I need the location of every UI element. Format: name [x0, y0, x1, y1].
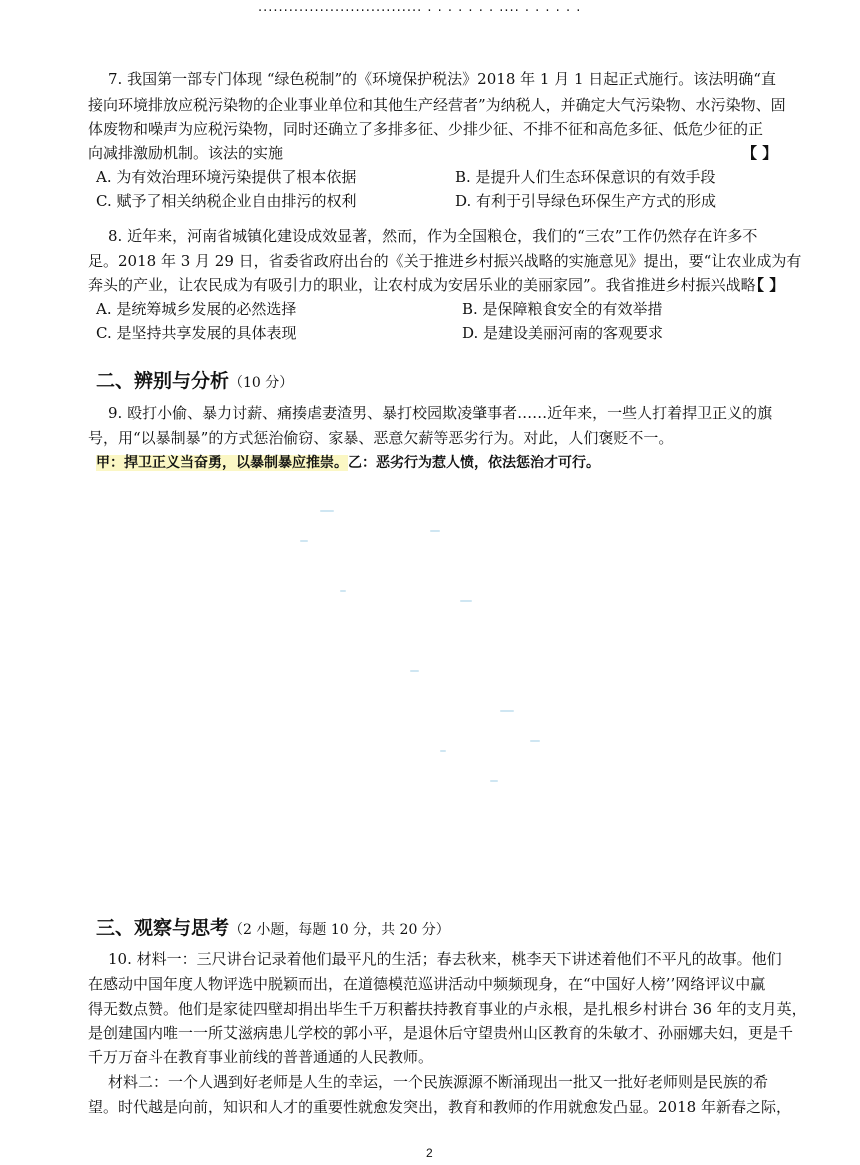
q10-material-1-line-3: 得无数点赞。他们是家徒四壁却捐出毕生千万积蓄扶持教育事业的卢永根，是扎根乡村讲台 36 年的支月英， [88, 1000, 807, 1018]
q7-option-c: C. 赋予了相关纳税企业自由排污的权利 [96, 192, 357, 210]
q7-option-d: D. 有利于引导绿色环保生产方式的形成 [455, 192, 717, 210]
q8-option-a: A. 是统筹城乡发展的必然选择 [96, 300, 297, 318]
q8-option-c: C. 是坚持共享发展的具体表现 [96, 324, 297, 342]
q8-option-b: B. 是保障粮食安全的有效举措 [462, 300, 663, 318]
answer-area [280, 480, 600, 810]
section-3-note: （2 小题，每题 10 分，共 20 分） [229, 922, 450, 938]
speck [300, 540, 308, 542]
header-dots: ................................ . . . . . . . .... . . . . . . [258, 0, 582, 15]
q7-option-a: A. 为有效治理环境污染提供了根本依据 [96, 168, 357, 186]
q7-line-4: 向减排激励机制。该法的实施 [88, 144, 284, 162]
q8-answer-bracket: 【 】 [749, 276, 785, 294]
q8-line-1: 8. 近年来，河南省城镇化建设成效显著，然而，作为全国粮仓，我们的“三农”工作仍然存在许多不 [108, 227, 758, 245]
q10-material-2-line-2: 望。时代越是向前，知识和人才的重要性就愈发突出，教育和教师的作用就愈发凸显。2018 年新春之际， [88, 1098, 791, 1116]
q10-material-1-line-5: 千万万奋斗在教育事业前线的普普通通的人民教师。 [88, 1048, 434, 1066]
speck [490, 780, 498, 782]
q10-material-1-line-4: 是创建国内唯一一所艾滋病患儿学校的郭小平，是退休后守望贵州山区教育的朱敏才、孙丽娜夫妇，更是千 [88, 1024, 794, 1042]
speck [460, 600, 472, 602]
q8-line-3: 奔头的产业，让农民成为有吸引力的职业，让农村成为安居乐业的美丽家园”。我省推进乡村振兴战略 [88, 276, 756, 294]
speck [440, 750, 446, 752]
section-2-note: （10 分） [229, 375, 294, 391]
speck [340, 590, 346, 592]
speck [320, 510, 334, 512]
q10-material-2-line-1: 材料二：一个人遇到好老师是人生的幸运，一个民族源源不断涌现出一批又一批好老师则是民族的希 [108, 1073, 769, 1091]
speck [500, 710, 514, 712]
speck [530, 740, 540, 742]
speck [410, 670, 419, 672]
section-2-title: 二、辨别与分析 [96, 370, 230, 392]
q8-option-d: D. 是建设美丽河南的客观要求 [462, 324, 664, 342]
q9-viewpoint-yi: 乙：恶劣行为惹人愤，依法惩治才可行。 [348, 455, 600, 471]
q7-line-2: 接向环境排放应税污染物的企业事业单位和其他生产经营者”为纳税人，并确定大气污染物、水污染物、固 [88, 96, 786, 114]
q7-line-1: 7. 我国第一部专门体现 “绿色税制”的《环境保护税法》2018 年 1 月 1 日起正式施行。该法明确“直 [108, 70, 776, 88]
q7-answer-bracket: 【 】 [742, 144, 778, 162]
q9-viewpoints [96, 452, 600, 472]
q7-option-b: B. 是提升人们生态环保意识的有效手段 [455, 168, 716, 186]
q7-line-3: 体废物和噪声为应税污染物，同时还确立了多排多征、少排少征、不排不征和高危多征、低危少征的正 [88, 120, 764, 138]
section-2-heading [96, 366, 293, 393]
q9-line-1: 9. 殴打小偷、暴力讨薪、痛揍虐妻渣男、暴打校园欺凌肇事者……近年来，一些人打着捍卫正义的旗 [108, 404, 773, 422]
q10-material-1-line-1: 10. 材料一：三尺讲台记录着他们最平凡的生活；春去秋来，桃李天下讲述着他们不平凡的故事。他们 [108, 950, 782, 968]
section-3-title: 三、观察与思考 [96, 917, 230, 939]
q8-line-2: 足。2018 年 3 月 29 日，省委省政府出台的《关于推进乡村振兴战略的实施意见》提出，要“让农业成为有 [88, 252, 802, 270]
q9-viewpoint-jia: 甲：捍卫正义当奋勇，以暴制暴应推崇。 [96, 455, 348, 471]
q9-line-2: 号，用“以暴制暴”的方式惩治偷窃、家暴、恶意欠薪等恶劣行为。对此，人们褒贬不一。 [88, 429, 674, 447]
section-3-heading [96, 913, 450, 940]
page-number: 2 [426, 1146, 433, 1160]
speck [430, 530, 440, 532]
q10-material-1-line-2: 在感动中国年度人物评选中脱颖而出，在道德模范巡讲活动中频频现身，在“中国好人榜’’网络评议中赢 [88, 975, 766, 993]
